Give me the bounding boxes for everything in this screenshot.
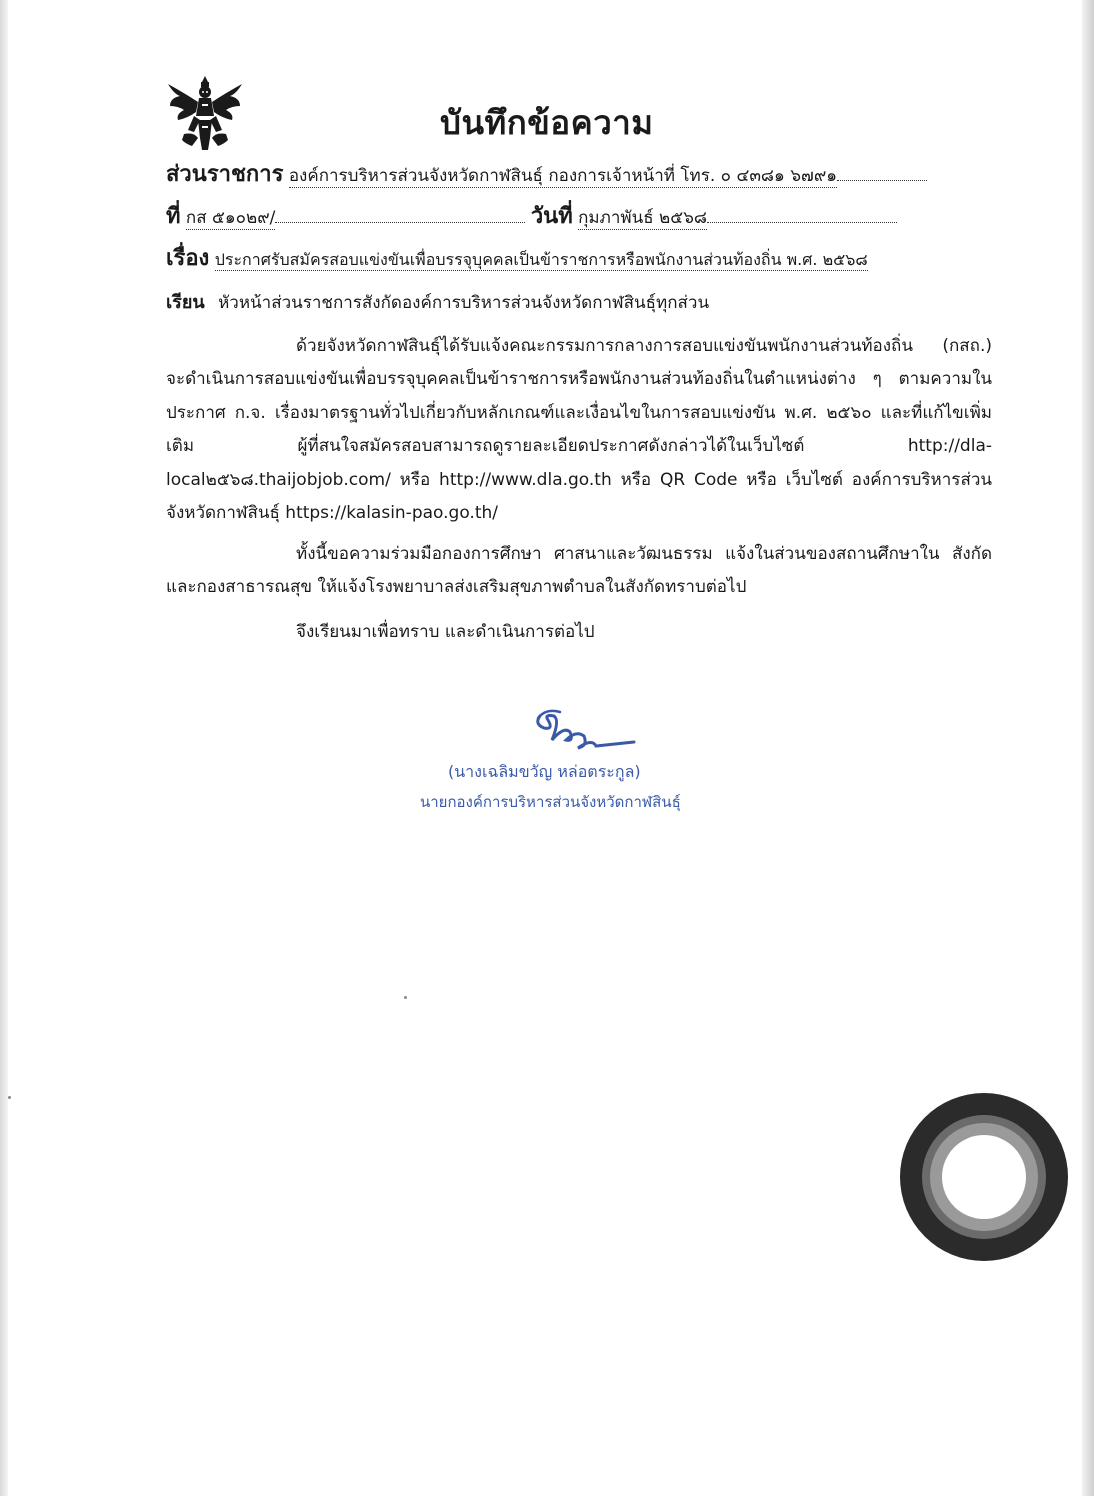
body-paragraph-2 [166,538,992,605]
subject-row [166,240,992,275]
ref-value: กส ๕๑๐๒๙/ [185,208,276,228]
salutation-value: หัวหน้าส่วนราชการสังกัดองค์การบริหารส่วนจังหวัดกาฬสินธุ์ทุกส่วน [218,293,710,313]
paragraph1-first-line: ด้วยจังหวัดกาฬสินธุ์ได้รับแจ้งคณะกรรมการกลางการสอบแข่งขันพนักงานส่วนท้องถิ่น [296,336,913,356]
scan-speck [8,1096,11,1099]
closing-paragraph [166,616,992,649]
scan-speck [404,996,407,999]
department-label: ส่วนราชการ [166,162,284,187]
paragraph1-rest: (กสถ.) จะดำเนินการสอบแข่งขันเพื่อบรรจุบุคคลเป็นข้าราชการหรือพนักงานส่วนท้องถิ่นในตำแหน่งต่าง ๆ ตามความในประกาศ ก.จ. เรื่องมาตรฐานทั่วไปเกี่ยวกับหลักเกณฑ์และเงื่อนไขในการสอบแข่งขัน พ.ศ. ๒๕๖๐ และที่แก้ไขเพิ่มเติม ผู้ที่สนใจสมัครสอบสามารถดูรายละเอียดประกาศดังกล่าวได้ในเว็บไซต์ http://dla-local๒๕๖๘.thaijobjob.com/ หรือ http://www.dla.go.th หรือ QR Code หรือ เว็บไซต์ องค์การบริหารส่วนจังหวัดกาฬสินธุ์ https://kalasin-pao.go.th/ [166,336,992,524]
body-paragraph-1 [166,330,992,530]
dotted-fill [707,221,897,223]
document-title: บันทึกข้อความ [440,103,654,142]
record-button-icon[interactable] [900,1093,1068,1261]
date-label: วันที่ [530,204,573,229]
closing-text: จึงเรียนมาเพื่อทราบ และดำเนินการต่อไป [296,622,595,642]
garuda-emblem-icon [164,72,246,152]
signatory-position: นายกองค์การบริหารส่วนจังหวัดกาฬสินธุ์ [420,793,681,811]
dotted-fill [275,221,525,223]
paragraph2-rest: สังกัด และกองสาธารณสุข ให้แจ้งโรงพยาบาลส่งเสริมสุขภาพตำบลในสังกัดทราบต่อไป [166,544,993,598]
subject-value: ประกาศรับสมัครสอบแข่งขันเพื่อบรรจุบุคคลเป็นข้าราชการหรือพนักงานส่วนท้องถิ่น พ.ศ. ๒๕๖๘ [214,250,868,269]
page-right-edge [1082,0,1094,1496]
department-value: องค์การบริหารส่วนจังหวัดกาฬสินธุ์ กองการเจ้าหน้าที่ โทร. ๐ ๔๓๘๑ ๖๗๙๑ [288,166,838,186]
salutation [166,287,709,316]
page-left-edge [0,0,8,1496]
salutation-label: เรียน [166,292,205,313]
ref-date-row [166,198,992,233]
signatory-name: (นางเฉลิมขวัญ หล่อตระกูล) [448,762,641,781]
paragraph2-first-line: ทั้งนี้ขอความร่วมมือกองการศึกษา ศาสนาและวัฒนธรรม แจ้งในส่วนของสถานศึกษาใน [296,544,940,564]
handwritten-signature [530,706,640,758]
record-button-center [942,1135,1026,1219]
dotted-fill [837,179,927,181]
date-value: กุมภาพันธ์ ๒๕๖๘ [578,208,707,228]
ref-label: ที่ [166,204,181,229]
department-row [166,156,992,191]
subject-label: เรื่อง [166,246,210,271]
